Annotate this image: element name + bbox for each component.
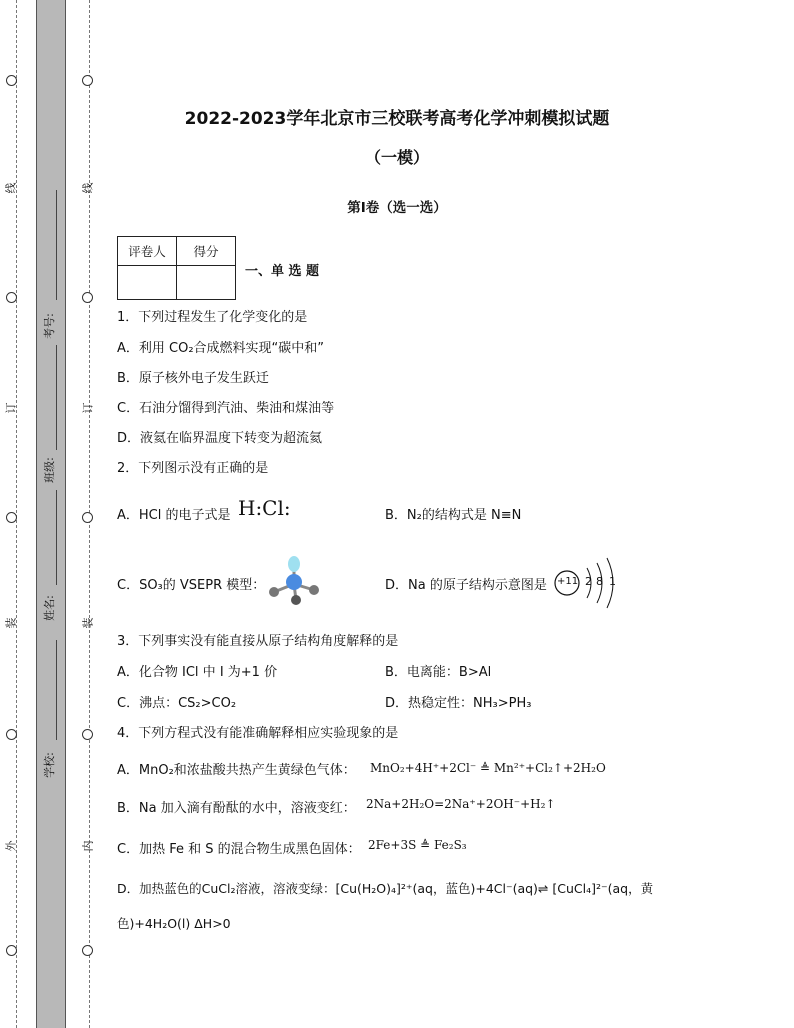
outer-label: 线 [4,182,18,194]
exam-number-field-label: 考号: [42,313,56,339]
inner-label: 内 [81,840,95,852]
question-3-option-a: A．化合物 ICl 中 I 为+1 价 [117,665,278,680]
page-subtitle: （一模） [364,148,429,167]
score-table [117,236,236,300]
question-4-option-b: B．Na 加入滴有酚酞的水中，溶液变红： [117,801,356,816]
score-cell [118,266,177,300]
question-3-option-d: D．热稳定性：NH₃>PH₃ [385,696,532,711]
so3-vsepr-model-image [266,556,326,606]
question-4-option-c: C．加热 Fe 和 S 的混合物生成黑色固体： [117,842,361,857]
question-4-option-a: A．MnO₂和浓盐酸共热产生黄绿色气体： [117,763,356,778]
question-2-option-d: D．Na 的原子结构示意图是 [385,578,547,593]
inner-label: 装 [81,617,95,629]
class-field-label: 班级: [42,457,56,483]
question-4-equation-c: 2Fe+3S ≜ Fe₂S₃ [368,838,467,852]
question-3-option-b: B．电离能：B>Al [385,665,492,680]
binding-hole [6,945,17,956]
question-2-option-b: B．N₂的结构式是 N≡N [385,508,522,523]
score-table-header: 得分 [177,237,236,266]
section-heading: 一、单 选 题 [245,264,320,279]
binding-hole [82,729,93,740]
na-shell-electrons: 2 [585,575,592,588]
volume-heading: 第I卷（选一选） [347,200,447,216]
page-title: 2022-2023学年北京市三校联考高考化学冲刺模拟试题 [184,109,610,129]
score-table-header: 评卷人 [118,237,177,266]
question-2-option-a: A．HCl 的电子式是 [117,508,231,523]
question-4-stem: 4．下列方程式没有能准确解释相应实验现象的是 [117,726,399,741]
outer-label: 装 [4,617,18,629]
question-4-equation-a: MnO₂+4H⁺+2Cl⁻ ≜ Mn²⁺+Cl₂↑+2H₂O [370,761,606,775]
question-1-stem: 1．下列过程发生了化学变化的是 [117,310,308,325]
binding-hole [6,512,17,523]
inner-label: 线 [81,182,95,194]
question-1-option-b: B．原子核外电子发生跃迁 [117,371,269,386]
na-shell-electrons: 1 [609,575,616,588]
question-4-equation-b: 2Na+2H₂O=2Na⁺+2OH⁻+H₂↑ [366,797,556,811]
binding-hole [6,729,17,740]
hcl-electron-formula: H:Cl: [238,496,291,520]
inner-label: 订 [81,402,95,414]
binding-hole [82,945,93,956]
school-field-label: 学校: [42,752,56,778]
question-4-option-d: D．加热蓝色的CuCl₂溶液，溶液变绿：[Cu(H₂O)₄]²⁺(aq，蓝色)+4Cl⁻(aq)⇌ [CuCl₄]²⁻(aq，黄 [117,881,654,896]
school-blank [56,640,57,740]
binding-hole [82,512,93,523]
binding-hole [82,292,93,303]
binding-hole [82,75,93,86]
class-blank [56,345,57,450]
question-1-option-d: D．液氦在临界温度下转变为超流氦 [117,431,323,446]
question-3-stem: 3．下列事实没有能直接从原子结构角度解释的是 [117,634,399,649]
binding-hole [6,75,17,86]
question-3-option-c: C．沸点：CS₂>CO₂ [117,696,237,711]
question-2-stem: 2．下列图示没有正确的是 [117,461,269,476]
name-blank [56,490,57,585]
na-atomic-structure-diagram [553,556,619,612]
na-shell-electrons: 8 [596,575,603,588]
binding-hole [6,292,17,303]
question-4-option-d-continued: 色)+4H₂O(l) ΔH>0 [117,916,231,931]
na-nucleus-charge: +11 [557,576,579,587]
question-2-option-c: C．SO₃的 VSEPR 模型： [117,578,266,593]
score-cell [177,266,236,300]
outer-label: 订 [4,402,18,414]
question-1-option-c: C．石油分馏得到汽油、柴油和煤油等 [117,401,335,416]
question-1-option-a: A．利用 CO₂合成燃料实现“碳中和” [117,341,325,356]
outer-label: 外 [4,840,18,852]
name-field-label: 姓名: [42,595,56,621]
